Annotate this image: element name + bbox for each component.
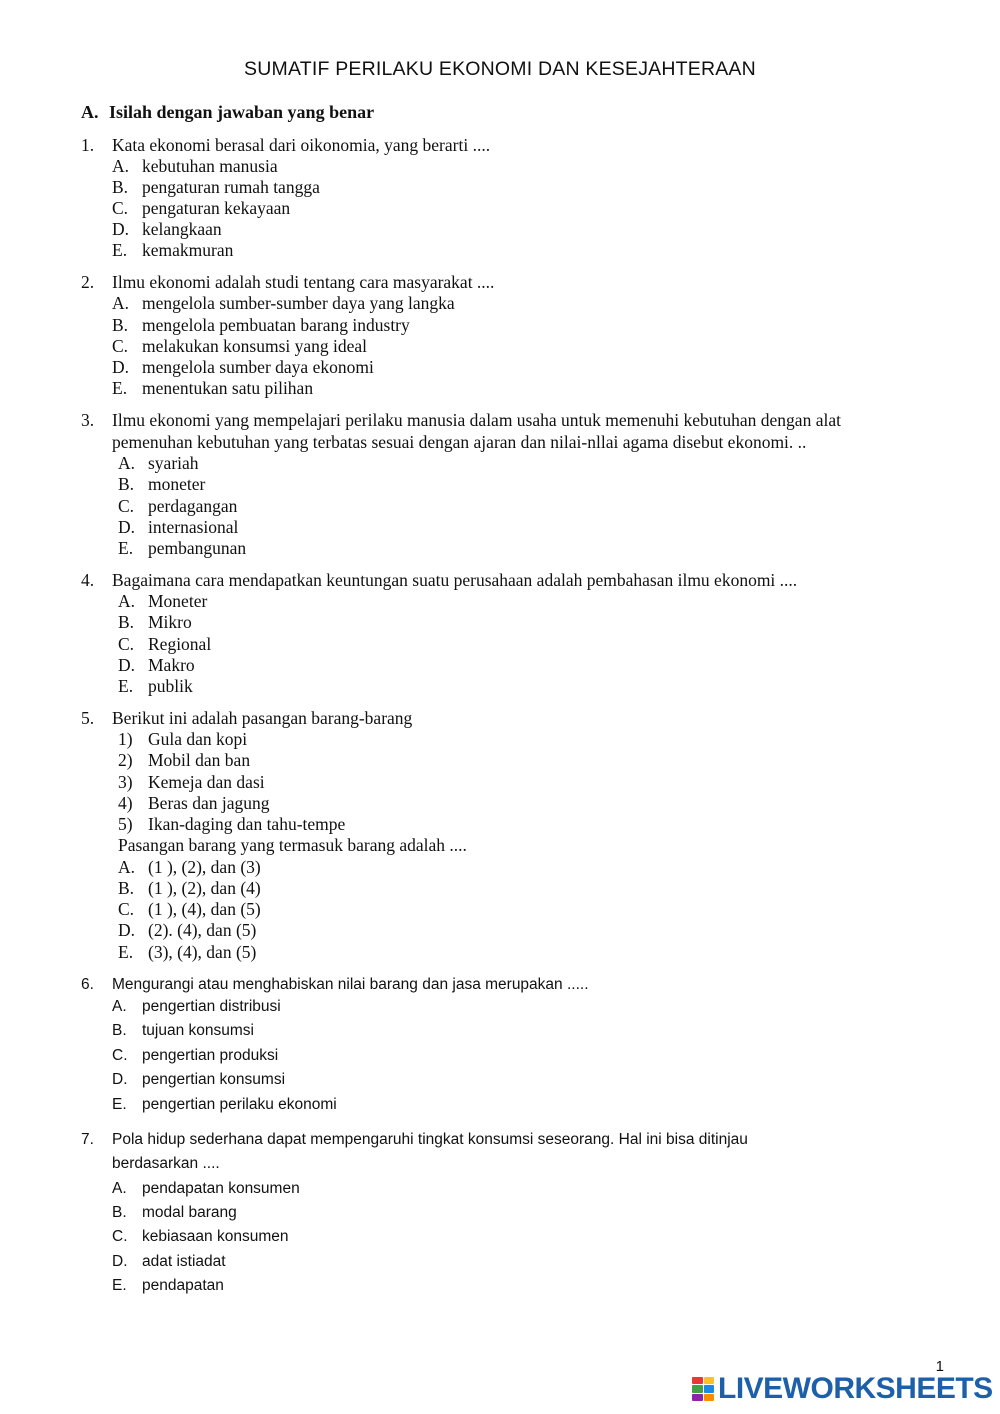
option-b: B. mengelola pembuatan barang industry xyxy=(112,315,410,335)
question-text-line-2: berdasarkan .... xyxy=(112,1155,220,1172)
logo-square xyxy=(692,1385,703,1392)
question-number: 7. xyxy=(81,1131,94,1148)
option-d: D. internasional xyxy=(118,517,239,537)
page-number: 1 xyxy=(935,1358,944,1375)
option-e: E. kemakmuran xyxy=(112,240,234,260)
option-b: B. (1 ), (2), dan (4) xyxy=(118,878,261,898)
question-text-line-1: Pola hidup sederhana dapat mempengaruhi tingkat konsumsi seseorang. Hal ini bisa ditinjau xyxy=(112,1131,748,1148)
question-number: 2. xyxy=(81,272,95,292)
option-e: E. publik xyxy=(118,676,193,696)
option-e: E. pembangunan xyxy=(118,538,247,558)
logo-square xyxy=(704,1394,715,1401)
option-d: D. Makro xyxy=(118,655,195,675)
option-d: D. (2). (4), dan (5) xyxy=(118,920,257,940)
option-a: A. (1 ), (2), dan (3) xyxy=(118,857,261,877)
option-a: A. kebutuhan manusia xyxy=(112,156,278,176)
option-a: A. Moneter xyxy=(118,591,208,611)
section-label: A. xyxy=(81,102,99,122)
list-item: 1) Gula dan kopi xyxy=(118,729,248,749)
section-heading-text: Isilah dengan jawaban yang benar xyxy=(109,102,375,122)
option-e: E. pengertian perilaku ekonomi xyxy=(112,1096,337,1113)
brand-name: LIVEWORKSHEETS xyxy=(718,1372,993,1405)
question-prompt: Pasangan barang yang termasuk barang adalah .... xyxy=(118,835,467,855)
question-number: 3. xyxy=(81,410,95,430)
option-b: B. pengaturan rumah tangga xyxy=(112,177,320,197)
option-b: B. Mikro xyxy=(118,612,192,632)
logo-square xyxy=(704,1377,715,1384)
option-c: C. kebiasaan konsumen xyxy=(112,1228,289,1245)
option-a: A. mengelola sumber-sumber daya yang langka xyxy=(112,293,455,313)
logo-square xyxy=(692,1394,703,1401)
option-c: C. perdagangan xyxy=(118,496,238,516)
option-e: E. menentukan satu pilihan xyxy=(112,378,314,398)
logo-square xyxy=(704,1385,715,1392)
option-d: D. adat istiadat xyxy=(112,1253,226,1270)
option-e: E. pendapatan xyxy=(112,1277,224,1294)
option-c: C. melakukan konsumsi yang ideal xyxy=(112,336,368,356)
question-text: Berikut ini adalah pasangan barang-barang xyxy=(112,708,413,728)
question-text: Mengurangi atau menghabiskan nilai barang dan jasa merupakan ..... xyxy=(112,976,589,993)
option-b: B. tujuan konsumsi xyxy=(112,1022,255,1039)
list-item: 5) Ikan-daging dan tahu-tempe xyxy=(118,814,346,834)
option-e: E. (3), (4), dan (5) xyxy=(118,942,257,962)
option-b: B. moneter xyxy=(118,474,206,494)
option-a: A. syariah xyxy=(118,453,199,473)
list-item: 3) Kemeja dan dasi xyxy=(118,772,265,792)
option-d: D. mengelola sumber daya ekonomi xyxy=(112,357,374,377)
question-text: Bagaimana cara mendapatkan keuntungan suatu perusahaan adalah pembahasan ilmu ekonomi .... xyxy=(112,570,798,590)
option-c: C. pengertian produksi xyxy=(112,1047,279,1064)
option-a: A. pengertian distribusi xyxy=(112,998,281,1015)
list-item: 4) Beras dan jagung xyxy=(118,793,270,813)
page-title: SUMATIF PERILAKU EKONOMI DAN KESEJAHTERAAN xyxy=(244,58,756,80)
option-c: C. pengaturan kekayaan xyxy=(112,198,291,218)
question-text-line-1: Ilmu ekonomi yang mempelajari perilaku manusia dalam usaha untuk memenuhi kebutuhan dengan alat xyxy=(112,410,841,430)
list-item: 2) Mobil dan ban xyxy=(118,750,251,770)
liveworksheets-logo[interactable] xyxy=(692,1372,993,1406)
question-number: 6. xyxy=(81,976,94,993)
logo-square xyxy=(692,1377,703,1384)
liveworksheets-logo-icon xyxy=(692,1377,714,1401)
question-number: 4. xyxy=(81,570,95,590)
option-d: D. pengertian konsumsi xyxy=(112,1071,286,1088)
option-c: C. (1 ), (4), dan (5) xyxy=(118,899,261,919)
section-heading xyxy=(81,102,374,123)
question-number: 1. xyxy=(81,135,95,155)
option-b: B. modal barang xyxy=(112,1204,237,1221)
question-text: Ilmu ekonomi adalah studi tentang cara masyarakat .... xyxy=(112,272,495,292)
option-a: A. pendapatan konsumen xyxy=(112,1180,300,1197)
question-number: 5. xyxy=(81,708,95,728)
question-text: Kata ekonomi berasal dari oikonomia, yang berarti .... xyxy=(112,135,491,155)
option-d: D. kelangkaan xyxy=(112,219,222,239)
option-c: C. Regional xyxy=(118,634,212,654)
question-text-line-2: pemenuhan kebutuhan yang terbatas sesuai dengan ajaran dan nilai-nllai agama disebut ekonomi. .. xyxy=(112,432,807,452)
